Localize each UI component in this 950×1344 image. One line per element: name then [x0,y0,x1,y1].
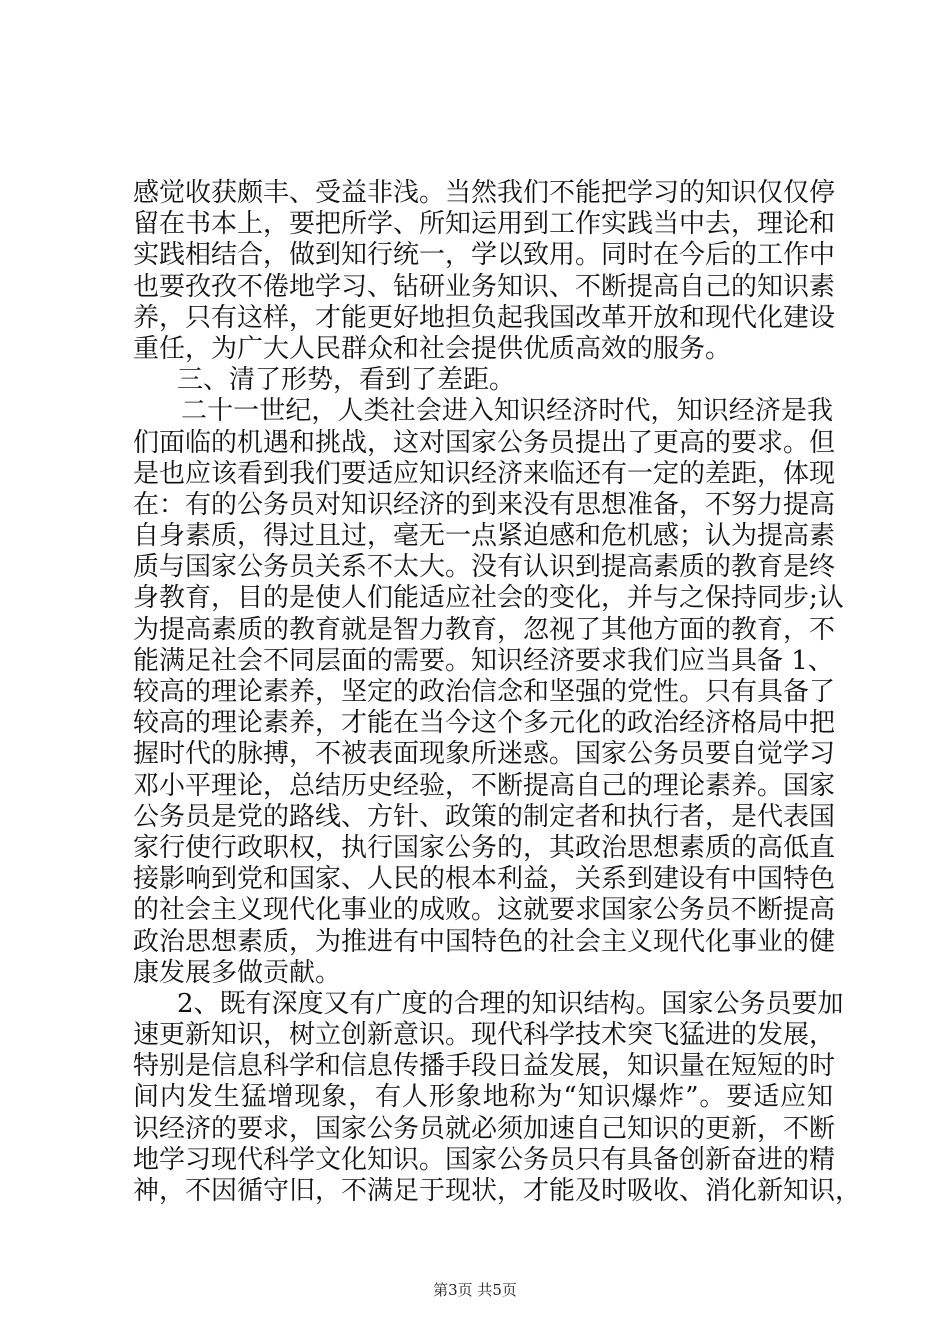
section-heading: 三、清了形势，看到了差距。 [177,365,516,396]
text-line: 的社会主义现代化事业的成败。这就要求国家公务员不断提高 [133,895,836,926]
text-line: 在：有的公务员对知识经济的到来没有思想准备，不努力提高 [133,489,836,520]
text-line: 家行使行政职权，执行国家公务的，其政治思想素质的高低直 [133,832,836,863]
text-line: 政治思想素质，为推进有中国特色的社会主义现代化事业的健 [133,926,836,957]
text-line: 是也应该看到我们要适应知识经济来临还有一定的差距，体现 [133,458,836,489]
text-line: 地学习现代科学文化知识。国家公务员只有具备创新奋进的精 [133,1144,836,1175]
text-line: 间内发生猛增现象，有人形象地称为“知识爆炸”。要适应知 [133,1082,833,1113]
text-line: 感觉收获颇丰、受益非浅。当然我们不能把学习的知识仅仅停 [133,178,836,208]
page-footer: 第3页 共5页 [433,1281,517,1299]
text-line: 身教育，目的是使人们能适应社会的变化，并与之保持同步;认 [133,583,844,614]
body-text [133,178,862,1207]
text-line: 实践相结合，做到知行统一，学以致用。同时在今后的工作中 [133,240,836,271]
text-line: 能满足社会不同层面的需要。知识经济要求我们应当具备 1、 [133,645,834,676]
text-line: 特别是信息科学和信息传播手段日益发展，知识量在短短的时 [133,1051,836,1082]
text-line: 留在书本上，要把所学、所知运用到工作实践当中去，理论和 [133,209,836,240]
text-line: 们面临的机遇和挑战，这对国家公务员提出了更高的要求。但 [133,427,836,458]
text-line: 握时代的脉搏，不被表面现象所迷惑。国家公务员要自觉学习 [133,739,836,770]
text-line: 接影响到党和国家、人民的根本利益，关系到建设有中国特色 [133,864,836,895]
text-line: 重任，为广大人民群众和社会提供优质高效的服务。 [133,333,732,364]
text-line: 自身素质，得过且过，毫无一点紧迫感和危机感；认为提高素 [133,521,836,552]
text-line: 养，只有这样，才能更好地担负起我国改革开放和现代化建设 [133,302,836,333]
text-line: 2、既有深度又有广度的合理的知识结构。国家公务员要加 [177,988,844,1019]
text-line: 较高的理论素养，才能在当今这个多元化的政治经济格局中把 [133,708,836,739]
text-line: 识经济的要求，国家公务员就必须加速自己知识的更新，不断 [133,1113,836,1144]
text-line: 为提高素质的教育就是智力教育，忽视了其他方面的教育，不 [133,614,836,645]
text-line: 邓小平理论，总结历史经验，不断提高自己的理论素养。国家 [133,770,836,801]
text-line: 二十一世纪，人类社会进入知识经济时代，知识经济是我 [181,396,833,427]
text-line: 质与国家公务员关系不太大。没有认识到提高素质的教育是终 [133,552,836,583]
text-line: 公务员是党的路线、方针、政策的制定者和执行者，是代表国 [133,801,836,832]
text-line: 较高的理论素养，坚定的政治信念和坚强的党性。只有具备了 [133,677,836,707]
text-line: 康发展多做贡献。 [133,957,342,988]
text-line: 神，不因循守旧，不满足于现状，才能及时吸收、消化新知识， [133,1176,862,1206]
text-line: 也要孜孜不倦地学习、钻研业务知识、不断提高自己的知识素 [133,271,836,302]
text-line: 速更新知识，树立创新意识。现代科学技术突飞猛进的发展， [133,1020,836,1051]
